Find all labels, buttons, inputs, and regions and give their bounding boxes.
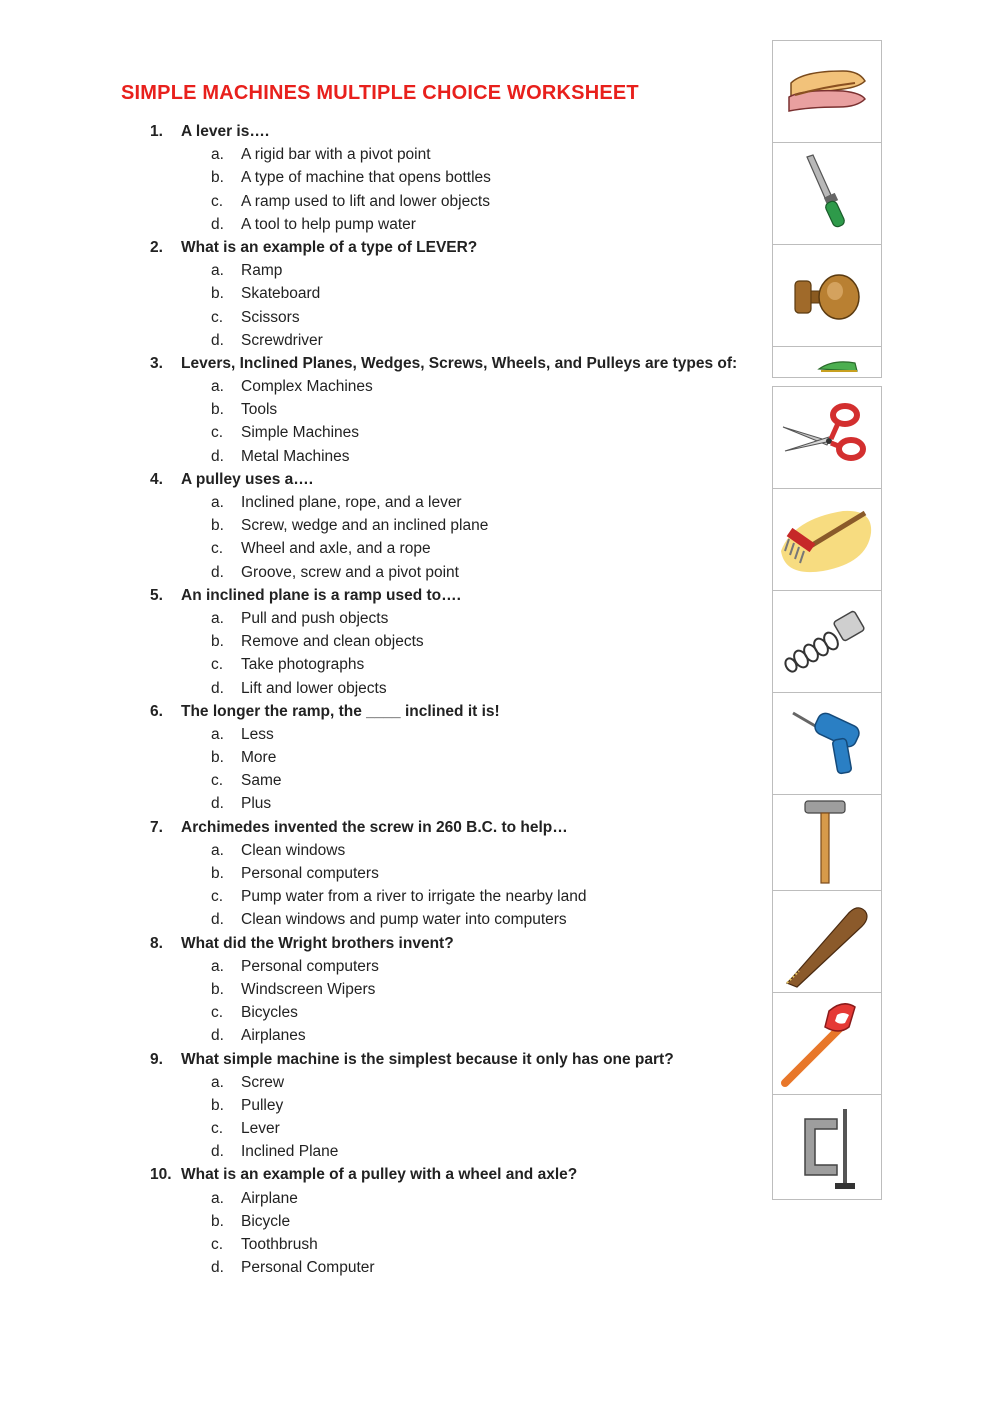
option-letter: a.: [211, 378, 224, 396]
answer-option[interactable]: [150, 445, 750, 468]
answer-option[interactable]: [150, 398, 750, 421]
answer-option[interactable]: [150, 723, 750, 746]
question-number: 3.: [150, 354, 163, 372]
rake-icon: [772, 488, 882, 592]
question-number: 8.: [150, 934, 163, 952]
answer-option[interactable]: [150, 978, 750, 1001]
option-letter: b.: [211, 1212, 224, 1230]
question-6: [150, 700, 750, 723]
option-text: Scissors: [241, 308, 300, 326]
question-number: 1.: [150, 123, 163, 140]
option-letter: c.: [211, 424, 224, 442]
question-text: A lever is….: [181, 123, 270, 140]
screw-bolt-icon: [772, 590, 882, 694]
option-text: Screw: [241, 1073, 285, 1091]
answer-option[interactable]: [150, 677, 750, 700]
question-number: 2.: [150, 238, 163, 256]
option-text: Simple Machines: [241, 424, 360, 442]
option-text: Skateboard: [241, 285, 321, 303]
answer-option[interactable]: [150, 514, 750, 537]
option-letter: d.: [211, 679, 224, 697]
nail-clipper-icon: [772, 40, 882, 144]
question-text: The longer the ramp, the ____ inclined it is!: [181, 702, 500, 720]
drill-icon: [772, 692, 882, 796]
option-text: Less: [241, 725, 274, 743]
option-letter: a.: [211, 957, 224, 975]
answer-option[interactable]: [150, 537, 750, 560]
option-text: Groove, screw and a pivot point: [241, 563, 459, 581]
question-text: What simple machine is the simplest because it only has one part?: [181, 1050, 674, 1068]
option-letter: b.: [211, 1096, 224, 1114]
answer-option[interactable]: [150, 653, 750, 676]
answer-option[interactable]: [150, 630, 750, 653]
option-letter: c.: [211, 656, 224, 674]
option-letter: c.: [211, 540, 224, 558]
option-text: Plus: [241, 795, 272, 813]
answer-option[interactable]: [150, 1187, 750, 1210]
option-letter: a.: [211, 262, 224, 280]
answer-option[interactable]: [150, 1094, 750, 1117]
option-text: Airplanes: [241, 1027, 306, 1045]
answer-option[interactable]: [150, 1140, 750, 1163]
question-text: A pulley uses a….: [181, 470, 314, 488]
option-text: Pulley: [241, 1096, 284, 1114]
option-text: Bicycle: [241, 1212, 291, 1230]
option-letter: c.: [211, 772, 224, 790]
option-letter: c.: [211, 1004, 224, 1022]
answer-option[interactable]: [150, 839, 750, 862]
option-text: A ramp used to lift and lower objects: [241, 192, 490, 210]
option-text: Ramp: [241, 262, 283, 280]
question-text: An inclined plane is a ramp used to….: [181, 586, 461, 604]
option-text: Toothbrush: [241, 1236, 318, 1253]
option-letter: a.: [211, 609, 224, 627]
answer-option[interactable]: [150, 1117, 750, 1140]
option-text: Clean windows and pump water into computers: [241, 911, 567, 929]
option-letter: c.: [211, 1120, 224, 1138]
option-letter: c.: [211, 888, 224, 906]
answer-option[interactable]: [150, 1233, 750, 1256]
door-knob-icon: [772, 244, 882, 348]
option-text: Bicycles: [241, 1004, 298, 1022]
answer-option[interactable]: [150, 282, 750, 305]
answer-option[interactable]: [150, 166, 750, 189]
option-letter: a.: [211, 1189, 224, 1207]
option-text: Complex Machines: [241, 378, 373, 396]
question-text: Archimedes invented the screw in 260 B.C. to help…: [181, 818, 568, 836]
option-text: Lift and lower objects: [241, 679, 387, 697]
question-number: 9.: [150, 1050, 163, 1068]
option-letter: d.: [211, 1143, 224, 1161]
hammer-icon: [772, 794, 882, 892]
option-letter: d.: [211, 563, 224, 581]
question-4: [150, 468, 750, 491]
option-letter: b.: [211, 865, 224, 882]
option-letter: d.: [211, 447, 224, 465]
question-list: [150, 120, 750, 1279]
axe-icon: [772, 992, 882, 1096]
option-letter: d.: [211, 795, 224, 813]
question-5: [150, 584, 750, 607]
option-text: Take photographs: [241, 656, 365, 674]
option-text: More: [241, 749, 277, 767]
answer-option[interactable]: [150, 421, 750, 444]
option-text: Personal Computer: [241, 1259, 375, 1277]
answer-option[interactable]: [150, 1001, 750, 1024]
option-letter: a.: [211, 1073, 224, 1091]
question-2: [150, 236, 750, 259]
answer-option[interactable]: [150, 143, 750, 166]
option-text: Wheel and axle, and a rope: [241, 540, 431, 558]
answer-option[interactable]: [150, 792, 750, 815]
option-text: Pump water from a river to irrigate the nearby land: [241, 888, 587, 906]
option-letter: a.: [211, 841, 224, 859]
question-1: [150, 120, 750, 143]
question-number: 6.: [150, 702, 163, 720]
option-letter: b.: [211, 517, 224, 535]
option-text: Tools: [241, 401, 278, 419]
clamp-icon: [772, 1094, 882, 1200]
option-letter: b.: [211, 169, 224, 187]
question-9: [150, 1048, 750, 1071]
option-letter: c.: [211, 1236, 224, 1253]
answer-option[interactable]: [150, 885, 750, 908]
option-letter: c.: [211, 308, 224, 326]
baseball-bat-icon: [772, 890, 882, 994]
worksheet-title: SIMPLE MACHINES MULTIPLE CHOICE WORKSHEET: [121, 82, 639, 104]
option-letter: d.: [211, 215, 224, 233]
answer-option[interactable]: [150, 1071, 750, 1094]
answer-option[interactable]: [150, 375, 750, 398]
question-8: [150, 932, 750, 955]
option-text: Airplane: [241, 1189, 298, 1207]
option-text: Clean windows: [241, 841, 346, 859]
answer-option[interactable]: [150, 862, 750, 885]
option-letter: c.: [211, 192, 224, 210]
question-text: What did the Wright brothers invent?: [181, 934, 454, 952]
option-text: Screwdriver: [241, 331, 323, 349]
question-3: [150, 352, 750, 375]
option-text: Screw, wedge and an inclined plane: [241, 517, 489, 535]
answer-option[interactable]: [150, 213, 750, 236]
option-letter: a.: [211, 146, 224, 164]
answer-option[interactable]: [150, 607, 750, 630]
option-letter: b.: [211, 633, 224, 651]
option-text: Pull and push objects: [241, 609, 389, 627]
answer-option[interactable]: [150, 306, 750, 329]
question-text: Levers, Inclined Planes, Wedges, Screws, Wheels, and Pulleys are types of:: [181, 354, 738, 372]
stapler-icon: [772, 346, 882, 378]
option-letter: a.: [211, 494, 224, 511]
option-text: Inclined plane, rope, and a lever: [241, 494, 462, 511]
option-letter: b.: [211, 285, 224, 303]
answer-option[interactable]: [150, 1256, 750, 1279]
answer-option[interactable]: [150, 769, 750, 792]
option-letter: d.: [211, 1259, 224, 1277]
answer-option[interactable]: [150, 329, 750, 352]
option-text: Windscreen Wipers: [241, 980, 376, 998]
option-letter: d.: [211, 911, 224, 929]
option-text: A rigid bar with a pivot point: [241, 146, 431, 164]
answer-option[interactable]: [150, 1024, 750, 1047]
answer-option[interactable]: [150, 491, 750, 514]
option-text: Same: [241, 772, 282, 790]
answer-option[interactable]: [150, 561, 750, 584]
question-text: What is an example of a pulley with a wheel and axle?: [181, 1166, 578, 1184]
option-letter: b.: [211, 980, 224, 998]
option-text: Remove and clean objects: [241, 633, 424, 651]
option-text: A tool to help pump water: [241, 215, 416, 233]
answer-option[interactable]: [150, 190, 750, 213]
question-number: 5.: [150, 586, 163, 604]
option-letter: d.: [211, 331, 224, 349]
scissors-icon: [772, 386, 882, 490]
answer-option[interactable]: [150, 955, 750, 978]
question-7: [150, 816, 750, 839]
option-letter: a.: [211, 725, 224, 743]
option-text: Inclined Plane: [241, 1143, 339, 1161]
option-text: Lever: [241, 1120, 280, 1138]
question-number: 4.: [150, 470, 163, 488]
answer-option[interactable]: [150, 746, 750, 769]
option-letter: b.: [211, 401, 224, 419]
question-text: What is an example of a type of LEVER?: [181, 238, 478, 256]
option-letter: d.: [211, 1027, 224, 1045]
answer-option[interactable]: [150, 908, 750, 931]
answer-option[interactable]: [150, 259, 750, 282]
question-number: 10.: [150, 1166, 172, 1184]
option-text: Personal computers: [241, 865, 379, 882]
question-number: 7.: [150, 818, 163, 836]
option-text: Personal computers: [241, 957, 379, 975]
option-letter: b.: [211, 749, 224, 767]
option-text: A type of machine that opens bottles: [241, 169, 491, 187]
chisel-icon: [772, 142, 882, 246]
answer-option[interactable]: [150, 1210, 750, 1233]
question-10: [150, 1163, 750, 1186]
option-text: Metal Machines: [241, 447, 350, 465]
